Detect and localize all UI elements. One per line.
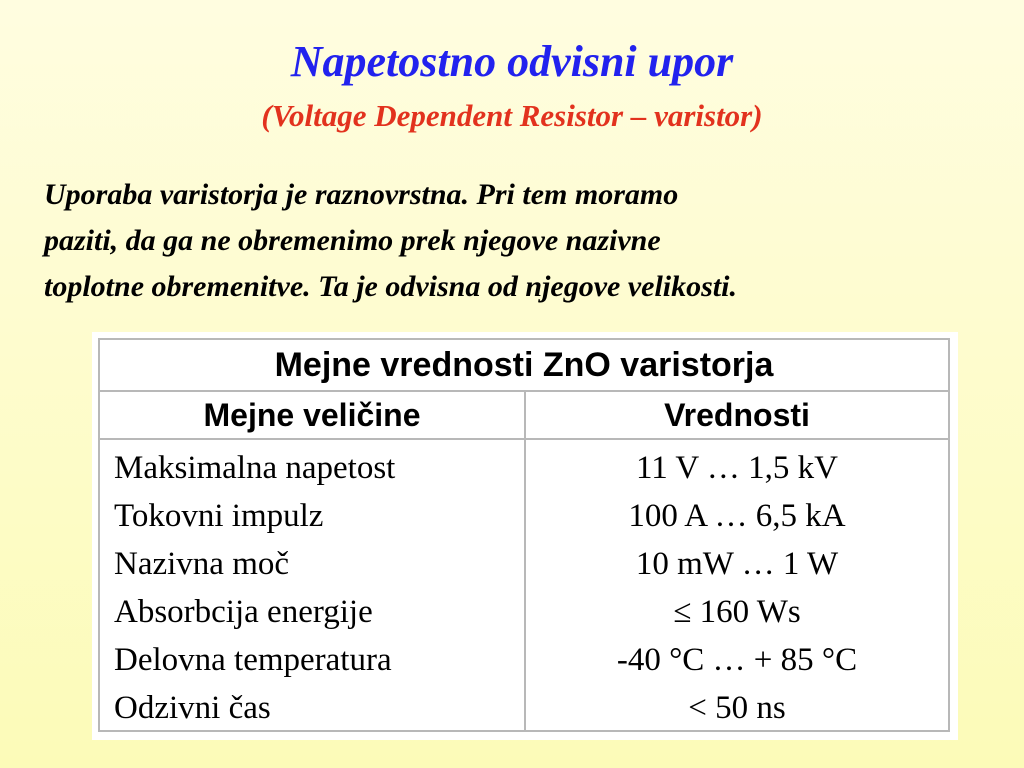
slide-subtitle: (Voltage Dependent Resistor – varistor)	[261, 98, 763, 133]
cell-value: < 50 ns	[688, 690, 786, 726]
header-values: Vrednosti	[664, 397, 810, 433]
body-line: Uporaba varistorja je raznovrstna. Pri tem moramo	[44, 178, 679, 211]
cell-value: 11 V … 1,5 kV	[636, 450, 838, 486]
body-line: toplotne obremenitve. Ta je odvisna od njegove velikosti.	[44, 270, 737, 303]
table-title: Mejne vrednosti ZnO varistorja	[100, 340, 948, 392]
cell-value: 10 mW … 1 W	[635, 546, 839, 582]
body-paragraph	[44, 172, 994, 310]
cell-quantity: Odzivni čas	[114, 690, 271, 726]
cell-value: 100 A … 6,5 kA	[628, 498, 846, 534]
body-line: paziti, da ga ne obremenimo prek njegove nazivne	[44, 224, 661, 257]
header-limit-quantities: Mejne veličine	[203, 397, 421, 433]
slide-title: Napetostno odvisni upor	[290, 37, 734, 86]
table-body	[100, 444, 948, 732]
cell-quantity: Tokovni impulz	[114, 498, 324, 534]
table-row	[100, 588, 948, 636]
cell-value: ≤ 160 Ws	[673, 594, 801, 630]
table-row	[100, 540, 948, 588]
cell-quantity: Delovna temperatura	[114, 642, 392, 678]
table-row	[100, 636, 948, 684]
cell-value: -40 °C … + 85 °C	[616, 642, 858, 678]
table-row	[100, 684, 948, 732]
varistor-limits-table	[98, 338, 950, 732]
table-row	[100, 492, 948, 540]
cell-quantity: Absorbcija energije	[114, 594, 373, 630]
cell-quantity: Maksimalna napetost	[114, 450, 396, 486]
table-image	[92, 332, 958, 740]
table-row	[100, 444, 948, 492]
cell-quantity: Nazivna moč	[114, 546, 290, 582]
